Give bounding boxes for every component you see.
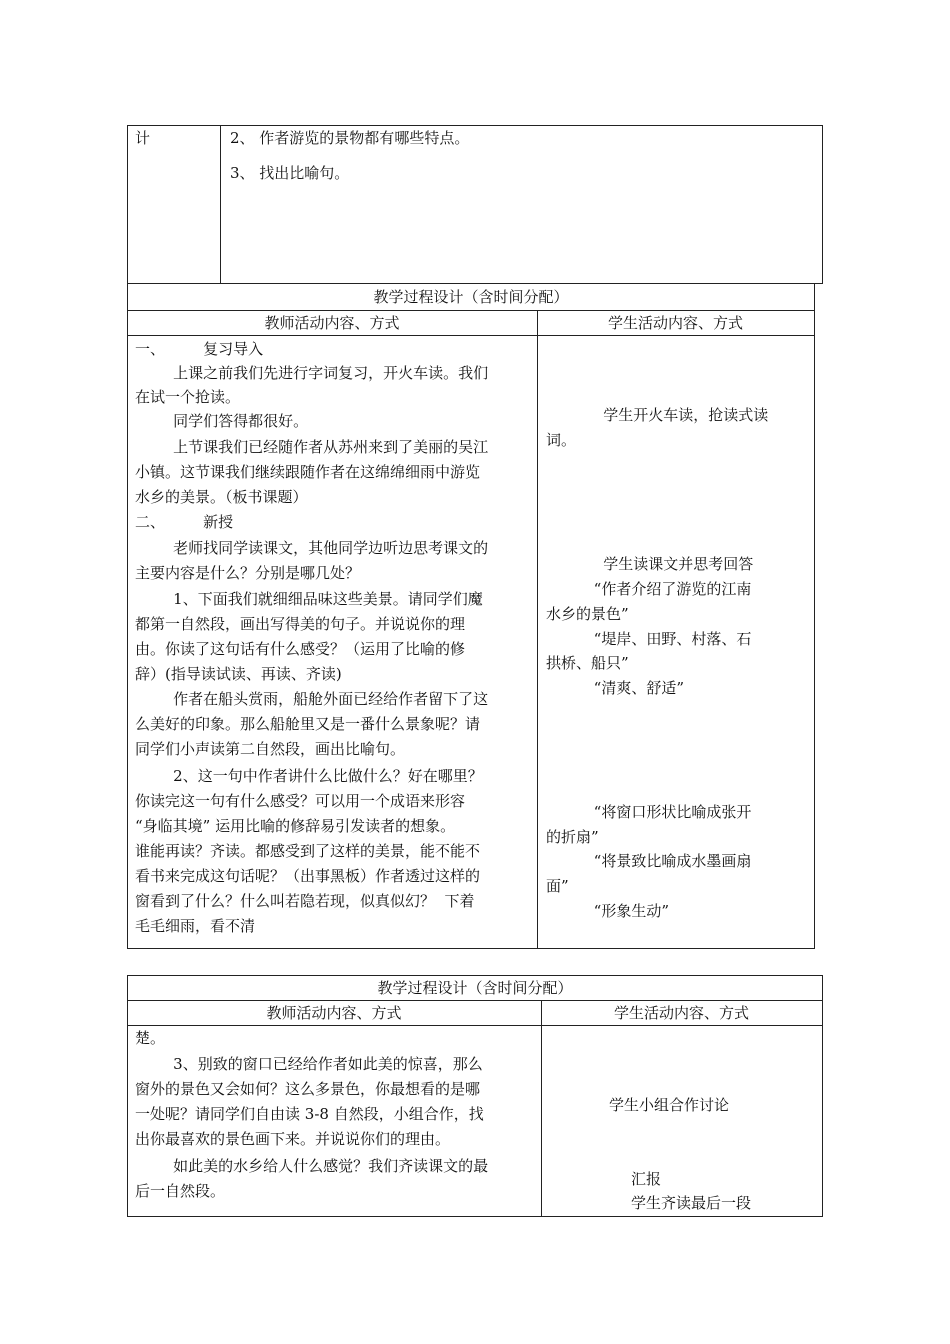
text-line: 一处呢？请同学们自由读 3-8 自然段，小组合作，找 — [135, 1105, 484, 1123]
text-line: 二、 新授 — [135, 513, 234, 531]
section2-col-teacher: 教师活动内容、方式 — [266, 1004, 402, 1022]
top-item-3: 3、 找出比喻句。 — [230, 164, 350, 182]
text-line: 拱桥、船只” — [546, 654, 629, 672]
text-line: 水乡的景色” — [546, 605, 629, 623]
top-left-label: 计 — [135, 129, 151, 147]
text-line: 窗看到了什么？什么叫若隐若现，似真似幻？ 下着 — [135, 892, 475, 910]
text-line: 学生开火车读，抢读式读 — [546, 406, 769, 424]
text-line: 同学们答得都很好。 — [135, 412, 309, 430]
text-line: 楚。 — [135, 1029, 166, 1047]
text-line: 上节课我们已经随作者从苏州来到了美丽的吴江 — [135, 438, 489, 456]
text-line: 谁能再读？齐读。都感受到了这样的美景，能不能不 — [135, 842, 481, 860]
text-line: “将景致比喻成水墨画扇 — [546, 852, 752, 870]
text-line: 学生读课文并思考回答 — [546, 555, 754, 573]
text-line: 一、 复习导入 — [135, 340, 264, 358]
text-line: 小镇。这节课我们继续跟随作者在这绵绵细雨中游览 — [135, 463, 481, 481]
text-line: “清爽、舒适” — [546, 679, 685, 697]
text-line: 么美好的印象。那么船舱里又是一番什么景象呢？请 — [135, 715, 481, 733]
text-line: 学生齐读最后一段 — [631, 1194, 752, 1212]
text-line: 都第一自然段，画出写得美的句子。并说说你的理 — [135, 615, 466, 633]
text-line: 上课之前我们先进行字词复习，开火车读。我们 — [135, 364, 489, 382]
text-line: 汇报 — [631, 1170, 662, 1188]
text-line: 3、别致的窗口已经给作者如此美的惊喜，那么 — [135, 1055, 483, 1073]
text-line: “堤岸、田野、村落、石 — [546, 630, 752, 648]
text-line: 辞）(指导读试读、再读、齐读) — [135, 665, 342, 683]
section1-title: 教学过程设计（含时间分配） — [373, 288, 569, 306]
text-line: 面” — [546, 877, 569, 895]
text-line: 毛毛细雨，看不清 — [135, 917, 256, 935]
section1-col-student: 学生活动内容、方式 — [607, 314, 743, 332]
text-line: 如此美的水乡给人什么感觉？我们齐读课文的最 — [135, 1157, 489, 1175]
top-item-2: 2、 作者游览的景物都有哪些特点。 — [230, 129, 470, 147]
text-line: 同学们小声读第二自然段，画出比喻句。 — [135, 740, 406, 758]
text-line: 1、下面我们就细细品味这些美景。请同学们魔 — [135, 590, 483, 608]
text-line: 后一自然段。 — [135, 1182, 226, 1200]
section2-title: 教学过程设计（含时间分配） — [377, 979, 573, 997]
text-line: “作者介绍了游览的江南 — [546, 580, 752, 598]
text-line: 作者在船头赏雨，船舱外面已经给作者留下了这 — [135, 690, 489, 708]
section2-col-student: 学生活动内容、方式 — [613, 1004, 749, 1022]
text-line: 的折扇” — [546, 828, 599, 846]
text-line: 2、这一句中作者讲什么比做什么？好在哪里？ — [135, 767, 483, 785]
text-line: 词。 — [546, 431, 577, 449]
text-line: 主要内容是什么？分别是哪几处？ — [135, 564, 361, 582]
text-line: 水乡的美景。（板书课题） — [135, 488, 308, 506]
text-line: 出你最喜欢的景色画下来。并说说你们的理由。 — [135, 1130, 451, 1148]
text-line: 窗外的景色又会如何？这么多景色，你最想看的是哪 — [135, 1080, 481, 1098]
section1-col-teacher: 教师活动内容、方式 — [264, 314, 400, 332]
text-line: 老师找同学读课文，其他同学边听边思考课文的 — [135, 539, 489, 557]
text-line: 你读完这一句有什么感受？可以用一个成语来形容 — [135, 792, 466, 810]
text-line: “身临其境” 运用比喻的修辞易引发读者的想象。 — [135, 817, 456, 835]
text-line: “形象生动” — [546, 902, 670, 920]
text-line: 学生小组合作讨论 — [609, 1096, 730, 1114]
text-line: 在试一个抢读。 — [135, 388, 241, 406]
text-line: 由。你读了这句话有什么感受？（运用了比喻的修 — [135, 640, 466, 658]
text-line: “将窗口形状比喻成张开 — [546, 803, 752, 821]
text-line: 看书来完成这句话呢？（出事黑板）作者透过这样的 — [135, 867, 481, 885]
